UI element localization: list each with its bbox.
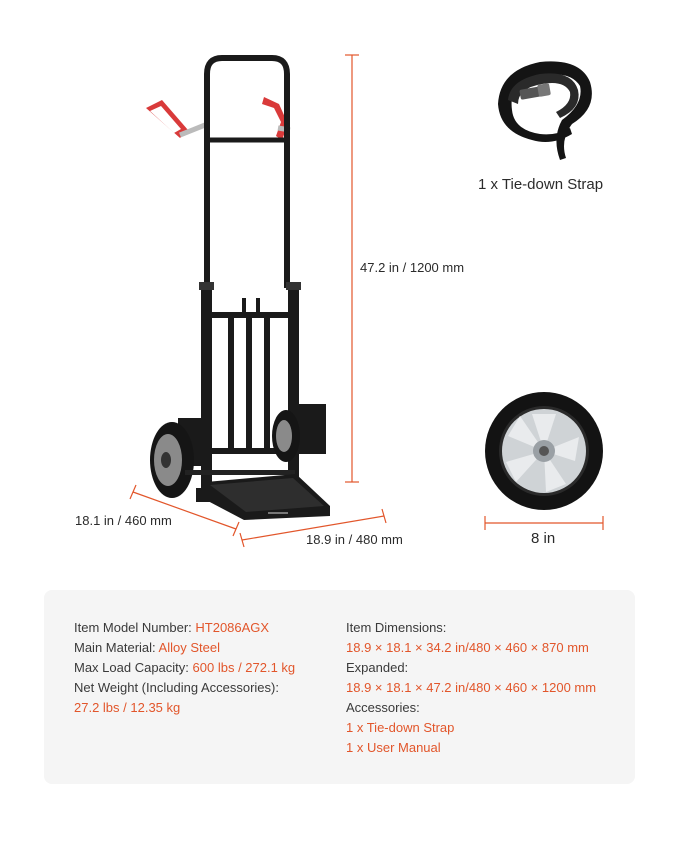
spec-value: HT2086AGX: [195, 620, 270, 635]
spec-accessory-item: 1 x User Manual: [346, 740, 441, 755]
spec-accessories-label: Accessories:: [346, 700, 420, 715]
spec-main-material: [74, 638, 334, 658]
wheel-size-caption: 8 in: [531, 530, 556, 547]
spec-column-right: [346, 618, 626, 758]
height-dimension-line: [345, 55, 359, 482]
spec-label: Item Model Number:: [74, 620, 192, 635]
height-dimension-label: 47.2 in / 1200 mm: [360, 260, 465, 275]
spec-model-number: [74, 618, 334, 638]
spec-value: 27.2 lbs / 12.35 kg: [74, 700, 181, 715]
spec-dimensions-value: 18.9 × 18.1 × 34.2 in/480 × 460 × 870 mm: [346, 640, 589, 655]
tie-down-strap: [498, 61, 592, 160]
wheel-dimension-line: [485, 516, 603, 530]
spec-label: Max Load Capacity:: [74, 660, 189, 675]
width-dimension-label: 18.1 in / 460 mm: [75, 513, 172, 528]
spec-net-weight-label: [74, 678, 334, 698]
spec-net-weight-value: [74, 698, 334, 718]
spec-dimensions-label: Item Dimensions:: [346, 620, 447, 635]
spec-value: 600 lbs / 272.1 kg: [192, 660, 296, 675]
hand-truck: [146, 58, 330, 520]
spec-label: Main Material:: [74, 640, 156, 655]
spec-value: Alloy Steel: [158, 640, 220, 655]
spec-accessory-item: 1 x Tie-down Strap: [346, 720, 455, 735]
spec-label: Net Weight (Including Accessories):: [74, 680, 279, 695]
depth-dimension-label: 18.9 in / 480 mm: [306, 532, 403, 547]
spec-card: [44, 590, 635, 784]
wheel-detail: [485, 392, 603, 510]
spec-expanded-label: Expanded:: [346, 660, 409, 675]
strap-caption: 1 x Tie-down Strap: [478, 176, 604, 193]
spec-expanded-value: 18.9 × 18.1 × 47.2 in/480 × 460 × 1200 mm: [346, 680, 597, 695]
spec-max-load: [74, 658, 334, 678]
spec-column-left: [74, 618, 334, 718]
